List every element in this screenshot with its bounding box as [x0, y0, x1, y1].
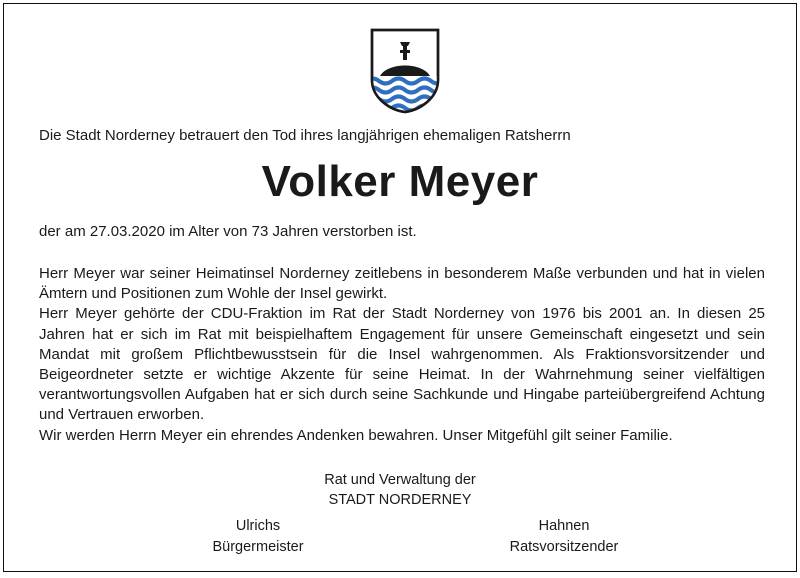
paragraph-connection: Herr Meyer war seiner Heimatinsel Norderney zeitlebens in besonderem Maße verbunden und hat in vielen Ämtern und Positionen zum Wohle der Insel gewirkt. — [39, 265, 765, 303]
council-chair-title: Ratsvorsitzender — [509, 539, 619, 555]
council-chair-name: Hahnen — [538, 518, 590, 534]
death-date-line: der am 27.03.2020 im Alter von 73 Jahren verstorben ist. — [39, 223, 417, 240]
mayor-name: Ulrichs — [235, 518, 281, 534]
obituary-body — [39, 264, 765, 446]
paragraph-council-service: Herr Meyer gehörte der CDU-Fraktion im Rat der Stadt Norderney von 1976 bis 2001 an. In diesen 25 Jahren hat er sich im Rat mit beispielhaftem Engagement für unsere Gemeinschaft eingesetzt und sein Mandat mit großem Pflichtbewusstsein für die Insel wahrgenommen. Als Fraktionsvorsitzender und Beigeordneter setzte er wichtige Akzente für seine Heimat. In der Wahrnehmung seiner vielfältigen verantwortungsvollen Aufgaben hat er sich durch seine Sachkunde und Hingabe parteiübergreifend Achtung und Vertrauen erworben. — [39, 305, 765, 424]
paragraph-condolence: Wir werden Herrn Meyer ein ehrendes Andenken bewahren. Unser Mitgefühl gilt seiner Familie. — [39, 426, 673, 444]
intro-line: Die Stadt Norderney betrauert den Tod ihres langjährigen ehemaligen Ratsherrn — [39, 127, 571, 144]
signature-line-1: Rat und Verwaltung der — [324, 472, 476, 488]
norderney-coat-of-arms-icon — [370, 28, 440, 114]
signature-council-chair — [494, 516, 634, 558]
signature-institution — [4, 470, 796, 510]
signature-mayor — [200, 516, 316, 558]
obituary-notice — [3, 3, 797, 572]
deceased-name: Volker Meyer — [261, 157, 539, 206]
signature-line-2: STADT NORDERNEY — [328, 492, 472, 508]
mayor-title: Bürgermeister — [212, 539, 304, 555]
